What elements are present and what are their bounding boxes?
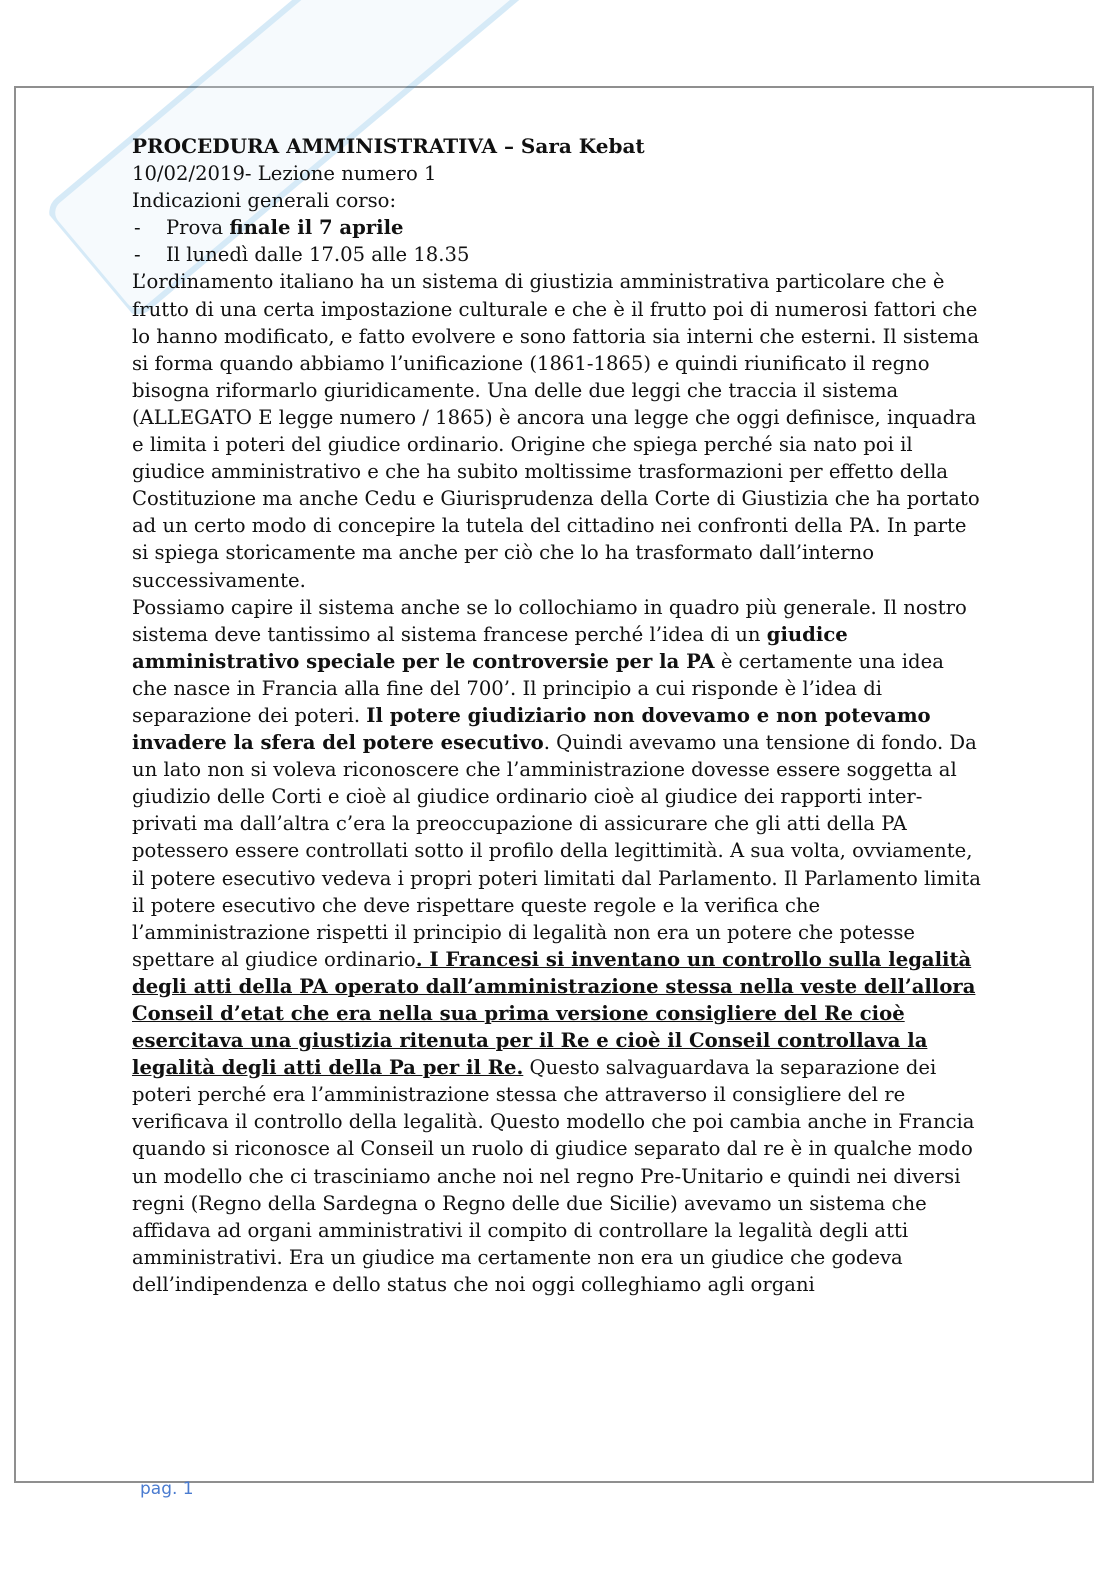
page-number: pag. 1 [140, 1479, 194, 1499]
list-item: - Prova finale il 7 aprile [132, 214, 982, 241]
info-list [132, 214, 982, 268]
document-title: PROCEDURA AMMINISTRATIVA – Sara Kebat [132, 134, 645, 158]
paragraph-2: Possiamo capire il sistema anche se lo collochiamo in quadro più generale. Il nostro sistema deve tantissimo al sistema francese perché l’idea di un giudice amministrativo speciale per le controversie per la PA è certamente una idea che nasce in Francia alla fine del 700’. Il principio a cui risponde è l’idea di separazione dei poteri. Il potere giudiziario non dovevamo e non potevamo invadere la sfera del potere esecutivo. Quindi avevamo una tensione di fondo. Da un lato non si voleva riconoscere che l’amministrazione dovesse essere soggetta al giudizio delle Corti e cioè al giudice ordinario cioè al giudice dei rapporti inter-privati ma dall’altra c’era la preoccupazione di assicurare che gli atti della PA potessero essere controllati sotto il profilo della legittimità. A sua volta, ovviamente, il potere esecutivo vedeva i propri poteri limitati dal Parlamento. Il Parlamento limita il potere esecutivo che deve rispettare queste regole e la verifica che l’amministrazione rispetti il principio di legalità non era un potere che potesse spettare al giudice ordinario. I Francesi si inventano un controllo sulla legalità degli atti della PA operato dall’amministrazione stessa nella veste dell’allora Conseil d’etat che era nella sua prima versione consigliere del Re cioè esercitava una giustizia ritenuta per il Re e cioè il Conseil controllava la legalità degli atti della Pa per il Re. Questo salvaguardava la separazione dei poteri perché era l’amministrazione stessa che attraverso il consigliere del re verificava il controllo della legalità. Questo modello che poi cambia anche in Francia quando si riconosce al Conseil un ruolo di giudice separato dal re è in qualche modo un modello che ci trasciniamo anche noi nel regno Pre-Unitario e quindi nei diversi regni (Regno della Sardegna o Regno delle due Sicilie) avevamo un sistema che affidava ad organi amministrativi il compito di controllare la legalità degli atti amministrativi. Era un giudice ma certamente non era un giudice che godeva dell’indipendenza e dello status che noi oggi colleghiamo agli organi [132, 595, 981, 1296]
paragraph-1: L’ordinamento italiano ha un sistema di giustizia amministrativa particolare che è frutto di una certa impostazione culturale e che è il frutto poi di numerosi fattori che lo hanno modificato, e fatto evolvere e sono fattoria sia interni che esterni. Il sistema si forma quando abbiamo l’unificazione (1861-1865) e quindi riunificato il regno bisogna riformarlo giuridicamente. Una delle due leggi che traccia il sistema (ALLEGATO E legge numero / 1865) è ancora una legge che oggi definisce, inquadra e limita i poteri del giudice ordinario. Origine che spiega perché sia nato poi il giudice amministrativo e che ha subito moltissime trasformazioni per effetto della Costituzione ma anche Cedu e Giurisprudenza della Corte di Giustizia che ha portato ad un certo modo di concepire la tutela del cittadino nei confronti della PA. In parte si spiega storicamente ma anche per ciò che lo ha trasformato dall’interno successivamente. [132, 270, 980, 592]
underlined-phrase: . I Francesi si inventano un controllo sulla legalità degli atti della PA operato dall’amministrazione stessa nella veste dell’allora Conseil d’etat che era nella sua prima versione consigliere del Re cioè esercitava una giustizia ritenuta per il Re e cioè il Conseil controllava la legalità degli atti della Pa per il Re. [132, 947, 976, 1080]
bold-phrase: giudice amministrativo speciale per le controversie per la PA [132, 622, 848, 673]
list-item: - Il lunedì dalle 17.05 alle 18.35 [132, 241, 982, 268]
document-body [132, 133, 982, 1298]
bold-phrase: Il potere giudiziario non dovevamo e non potevamo invadere la sfera del potere esecutivo [132, 703, 931, 755]
lesson-date: 10/02/2019- Lezione numero 1 [132, 162, 437, 186]
intro-line: Indicazioni generali corso: [132, 189, 397, 213]
